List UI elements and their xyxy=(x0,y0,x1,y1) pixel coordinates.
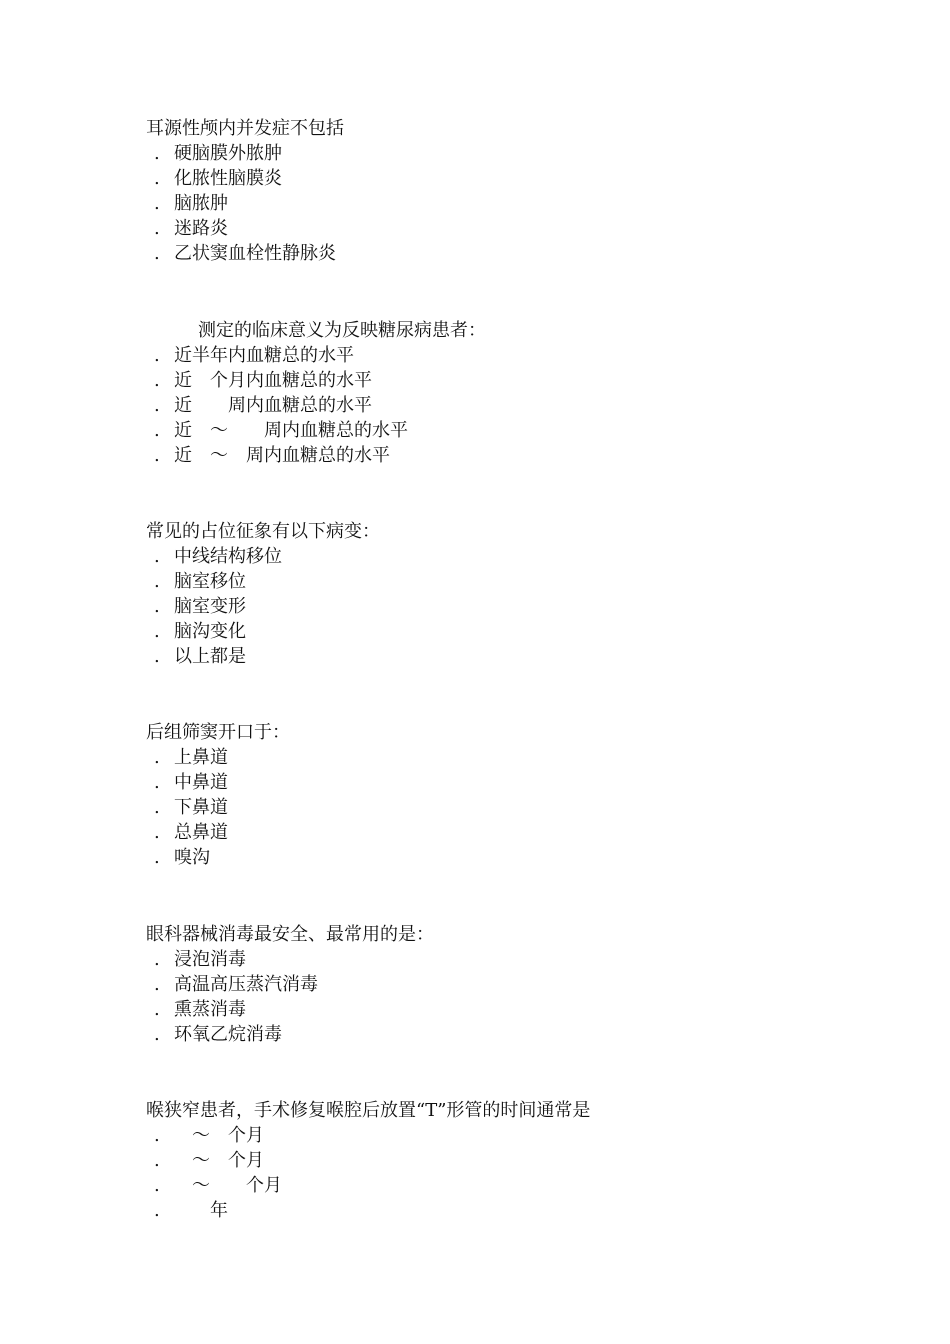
option-text: 化脓性脑膜炎 xyxy=(174,168,282,189)
option-d xyxy=(146,820,886,845)
option-marker: . xyxy=(154,1024,160,1045)
option-text: 近 ～ 周内血糖总的水平 xyxy=(174,420,408,441)
option-text: 总鼻道 xyxy=(174,822,228,843)
option-text: 浸泡消毒 xyxy=(174,949,246,970)
option-text: 硬脑膜外脓肿 xyxy=(174,143,282,164)
option-text: 迷路炎 xyxy=(174,218,228,239)
option-text: 以上都是 xyxy=(174,646,246,667)
option-text: 脑室变形 xyxy=(174,596,246,617)
option-e xyxy=(146,443,886,468)
option-text: 高温高压蒸汽消毒 xyxy=(174,974,318,995)
question-1 xyxy=(146,116,886,266)
option-b xyxy=(146,166,886,191)
option-marker: . xyxy=(154,218,160,239)
option-text: 环氧乙烷消毒 xyxy=(174,1024,282,1045)
option-marker: . xyxy=(154,822,160,843)
option-a xyxy=(146,343,886,368)
option-marker: . xyxy=(154,847,160,868)
option-text: 脑脓肿 xyxy=(174,193,228,214)
option-marker: . xyxy=(154,193,160,214)
option-text: ～ 个月 xyxy=(174,1150,264,1171)
option-c xyxy=(146,795,886,820)
option-marker: . xyxy=(154,420,160,441)
option-text: ～ 个月 xyxy=(174,1175,282,1196)
option-text: 嗅沟 xyxy=(174,847,210,868)
option-text: 乙状窦血栓性静脉炎 xyxy=(174,243,336,264)
option-marker: . xyxy=(154,445,160,466)
option-marker: . xyxy=(154,345,160,366)
option-c xyxy=(146,191,886,216)
option-d xyxy=(146,216,886,241)
question-6 xyxy=(146,1098,886,1223)
option-c xyxy=(146,997,886,1022)
option-e xyxy=(146,241,886,266)
option-marker: . xyxy=(154,596,160,617)
option-marker: . xyxy=(154,1175,160,1196)
option-marker: . xyxy=(154,646,160,667)
option-marker: . xyxy=(154,143,160,164)
question-stem: 测定的临床意义为反映糖尿病患者： xyxy=(198,320,486,341)
option-text: ～ 个月 xyxy=(174,1125,264,1146)
option-text: 中线结构移位 xyxy=(174,546,282,567)
option-b xyxy=(146,972,886,997)
option-c xyxy=(146,393,886,418)
option-marker: . xyxy=(154,1200,160,1221)
option-text: 近半年内血糖总的水平 xyxy=(174,345,354,366)
option-a xyxy=(146,947,886,972)
option-text: 下鼻道 xyxy=(174,797,228,818)
option-b xyxy=(146,569,886,594)
question-4 xyxy=(146,720,886,870)
option-marker: . xyxy=(154,370,160,391)
option-marker: . xyxy=(154,243,160,264)
option-text: 近 ～ 周内血糖总的水平 xyxy=(174,445,390,466)
option-marker: . xyxy=(154,1150,160,1171)
option-text: 近 周内血糖总的水平 xyxy=(174,395,372,416)
option-text: 年 xyxy=(174,1200,228,1221)
option-text: 上鼻道 xyxy=(174,747,228,768)
option-b xyxy=(146,1148,886,1173)
option-b xyxy=(146,368,886,393)
option-b xyxy=(146,770,886,795)
question-stem: 后组筛窦开口于： xyxy=(146,722,290,743)
question-stem: 常见的占位征象有以下病变： xyxy=(146,521,380,542)
option-text: 近 个月内血糖总的水平 xyxy=(174,370,372,391)
option-c xyxy=(146,594,886,619)
question-5 xyxy=(146,922,886,1047)
option-marker: . xyxy=(154,772,160,793)
option-a xyxy=(146,1123,886,1148)
option-marker: . xyxy=(154,1125,160,1146)
option-marker: . xyxy=(154,395,160,416)
question-stem: 喉狭窄患者，手术修复喉腔后放置“T”形管的时间通常是 xyxy=(146,1100,591,1121)
option-marker: . xyxy=(154,797,160,818)
option-marker: . xyxy=(154,974,160,995)
option-d xyxy=(146,619,886,644)
option-marker: . xyxy=(154,546,160,567)
option-marker: . xyxy=(154,999,160,1020)
option-marker: . xyxy=(154,747,160,768)
option-d xyxy=(146,1022,886,1047)
option-d xyxy=(146,1198,886,1223)
option-marker: . xyxy=(154,168,160,189)
question-2 xyxy=(146,318,886,468)
option-marker: . xyxy=(154,949,160,970)
question-3 xyxy=(146,519,886,669)
option-text: 中鼻道 xyxy=(174,772,228,793)
option-e xyxy=(146,845,886,870)
option-a xyxy=(146,745,886,770)
option-a xyxy=(146,544,886,569)
option-text: 脑室移位 xyxy=(174,571,246,592)
option-text: 熏蒸消毒 xyxy=(174,999,246,1020)
option-text: 脑沟变化 xyxy=(174,621,246,642)
option-e xyxy=(146,644,886,669)
question-stem: 耳源性颅内并发症不包括 xyxy=(146,118,344,139)
option-c xyxy=(146,1173,886,1198)
question-stem: 眼科器械消毒最安全、最常用的是： xyxy=(146,924,434,945)
option-marker: . xyxy=(154,621,160,642)
option-marker: . xyxy=(154,571,160,592)
option-a xyxy=(146,141,886,166)
option-d xyxy=(146,418,886,443)
